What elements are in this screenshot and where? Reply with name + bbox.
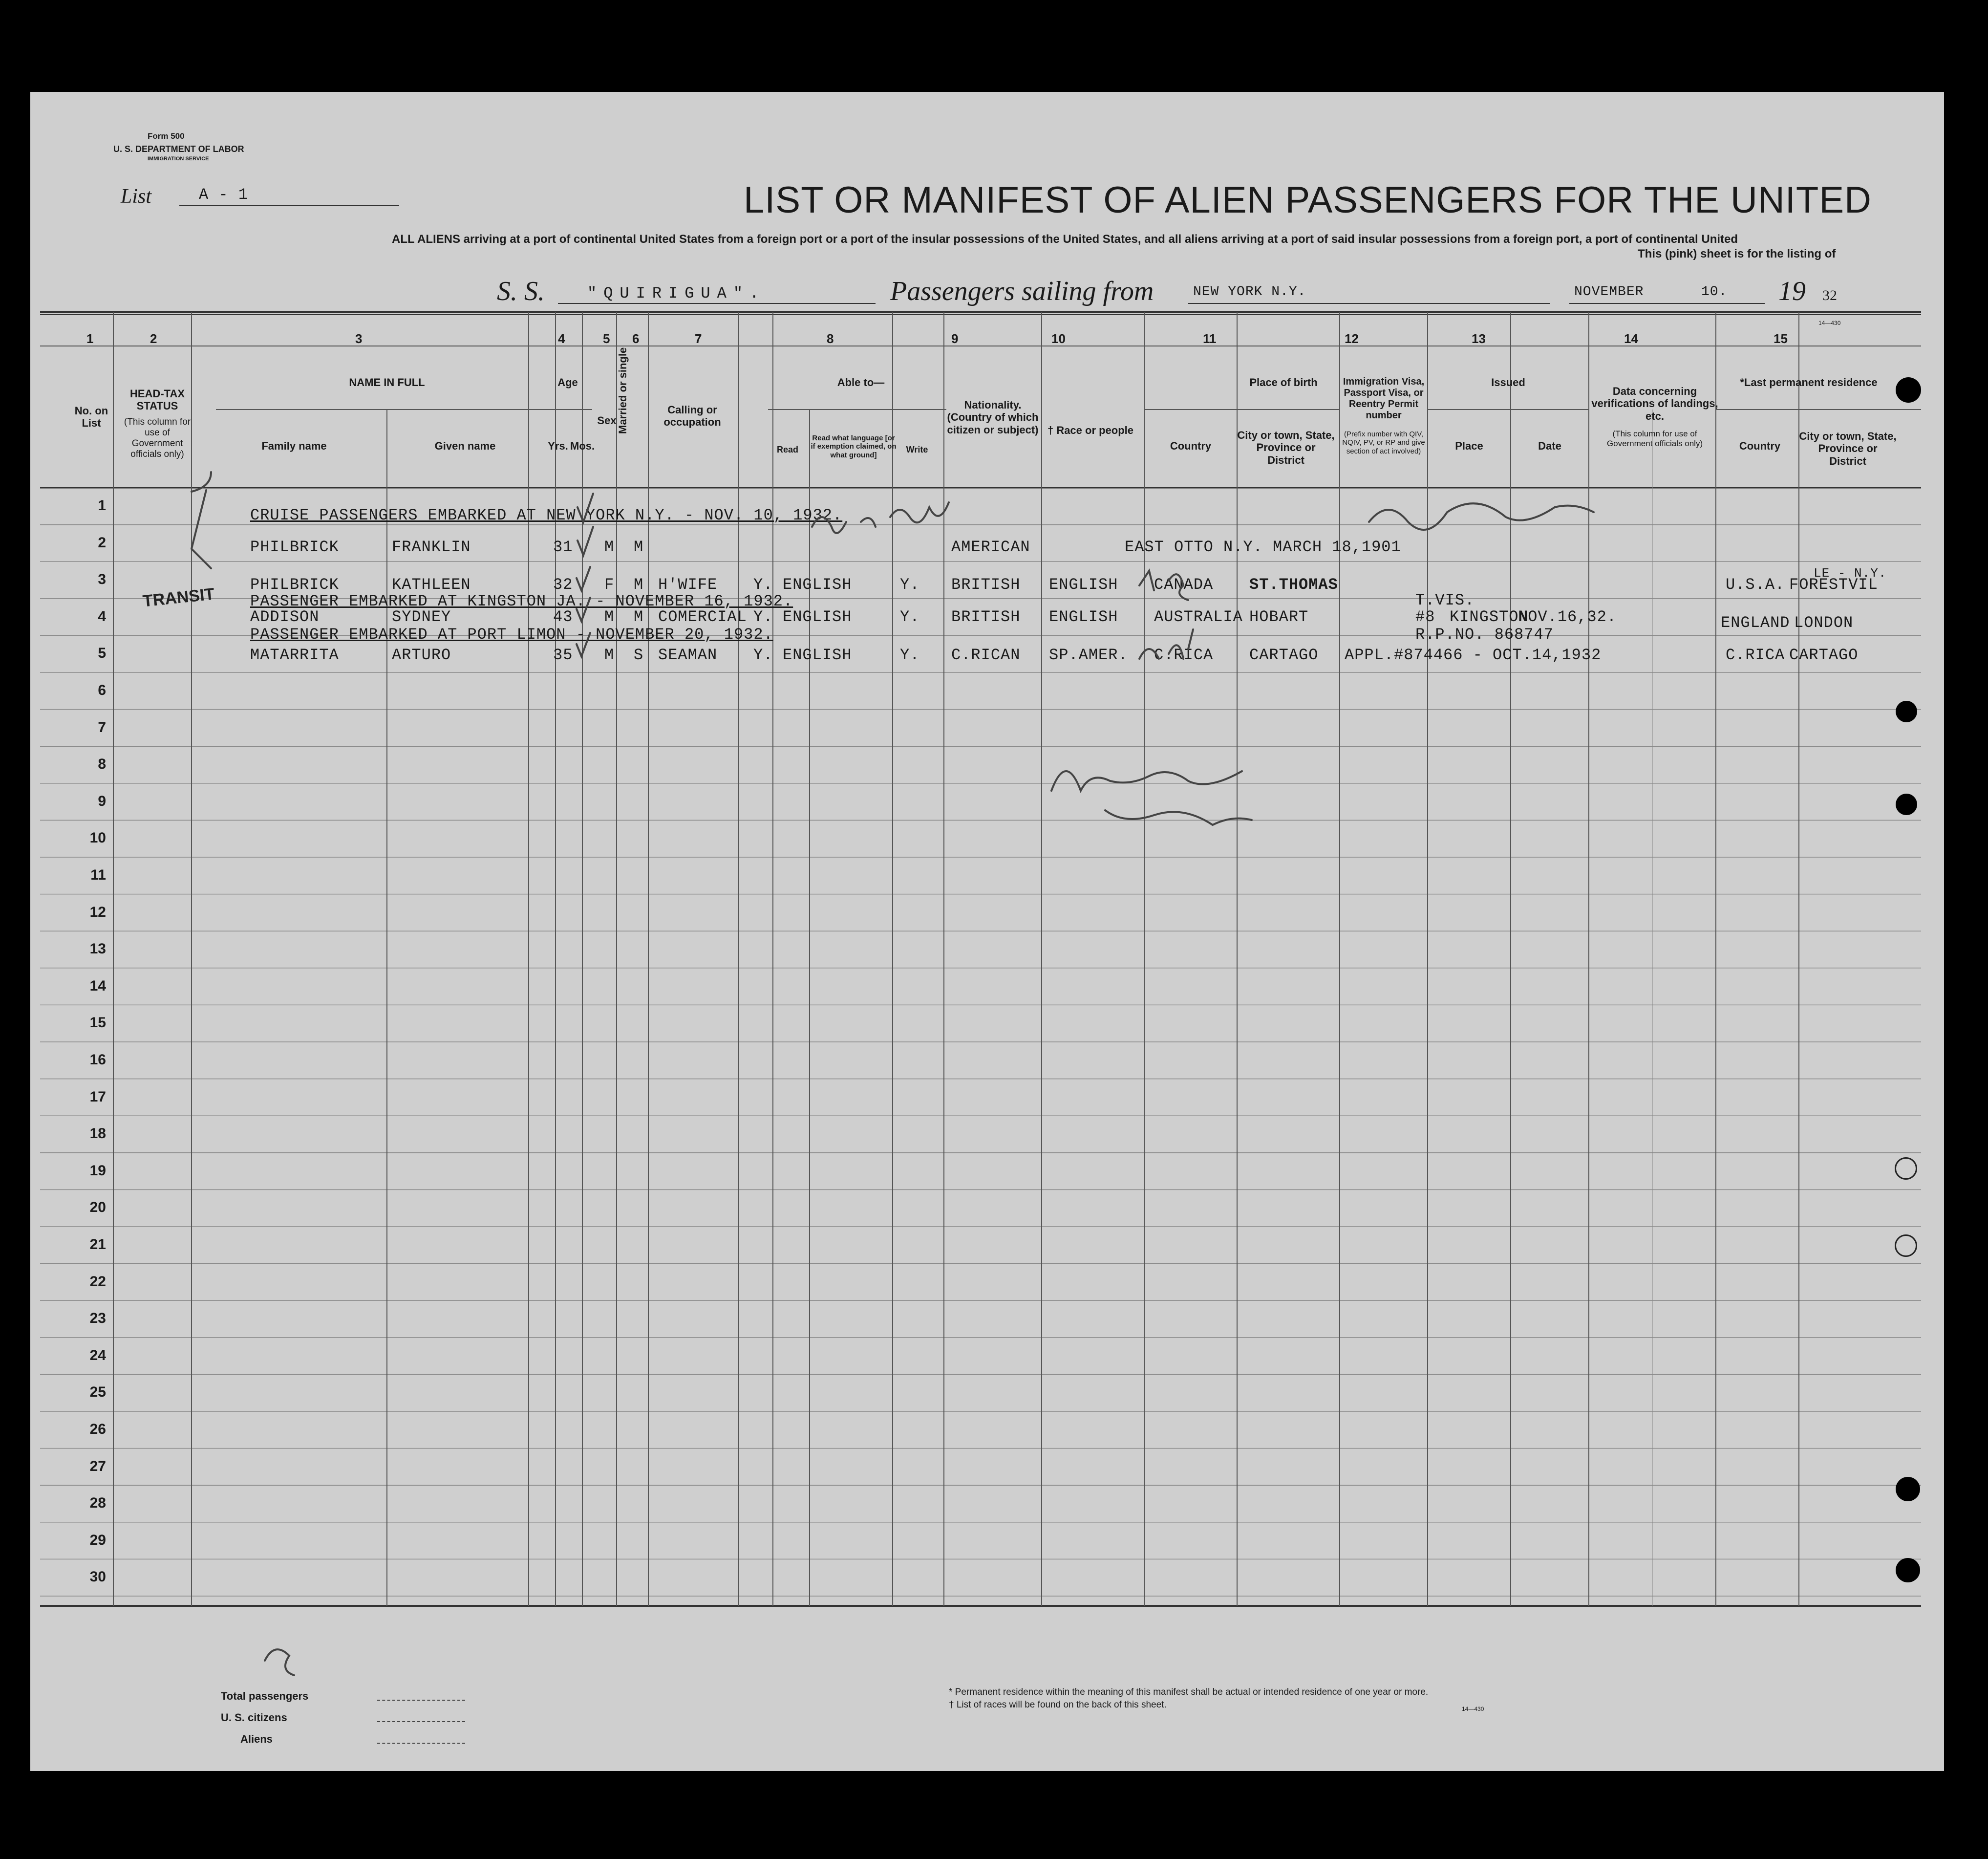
head-visa-note: (Prefix number with QIV, NQIV, PV, or RP and give section of act involved) <box>1342 430 1425 455</box>
head-read-language: Read what language [or if exemption claimed, on what ground] <box>811 434 897 459</box>
row-number: 14 <box>89 977 106 994</box>
list-label: List <box>121 185 152 208</box>
row3-place: KINGSTON <box>1450 608 1529 626</box>
row4-res-city: CARTAGO <box>1789 646 1859 664</box>
col-num-12: 12 <box>1345 331 1359 346</box>
head-date: Date <box>1538 440 1561 452</box>
row2-sex: F <box>604 576 615 594</box>
col-num-14: 14 <box>1624 331 1638 346</box>
row-number: 21 <box>89 1236 106 1253</box>
punch-hole-icon <box>1896 1558 1920 1582</box>
row-number: 27 <box>89 1458 106 1474</box>
footer-total-line <box>377 1700 465 1701</box>
punch-hole-icon <box>1896 1477 1920 1501</box>
row-number: 6 <box>98 682 106 698</box>
row-number: 12 <box>89 904 106 920</box>
row-number: 18 <box>89 1125 106 1142</box>
row4-read: Y. <box>753 646 773 664</box>
head-place: Place <box>1455 440 1483 452</box>
footer-note-2: † List of races will be found on the back of this sheet. <box>949 1700 1167 1710</box>
row-number: 9 <box>98 793 106 809</box>
row2-read: Y. <box>753 576 773 594</box>
col-num-11: 11 <box>1203 331 1217 346</box>
row1-given: FRANKLIN <box>392 538 471 556</box>
row3-occupation: COMERCIAL <box>658 608 747 626</box>
footer-total-label: Total passengers <box>221 1690 309 1702</box>
footer-aliens-line <box>377 1743 465 1744</box>
row3-read: Y. <box>753 608 773 626</box>
head-race: † Race or people <box>1047 424 1134 436</box>
head-issued: Issued <box>1491 376 1525 389</box>
row3-country: AUSTRALIA <box>1154 608 1243 626</box>
row2-family: PHILBRICK <box>250 576 339 594</box>
punch-hole-icon <box>1896 377 1921 403</box>
col-num-13: 13 <box>1472 331 1486 346</box>
head-landings: Data concerning verifications of landings, etc. <box>1591 385 1718 422</box>
row3-date: NOV.16,32. <box>1518 608 1617 626</box>
row3-race: ENGLISH <box>1049 608 1118 626</box>
row-number: 1 <box>98 497 106 514</box>
row-number: 23 <box>89 1310 106 1327</box>
head-age: Age <box>557 376 578 389</box>
head-married: Married or single <box>617 347 629 434</box>
head-write: Write <box>906 445 928 454</box>
head-nationality: Nationality. (Country of which citizen or subject) <box>947 399 1039 436</box>
row2-res-country: U.S.A. <box>1726 576 1785 594</box>
footer-us-citizens-line <box>377 1721 465 1722</box>
section-header-ny: CRUISE PASSENGERS EMBARKED AT NEW YORK N.Y. - NOV. 10, 1932. <box>250 506 843 524</box>
row-number: 24 <box>89 1347 106 1363</box>
sailing-label: Passengers sailing from <box>890 276 1154 306</box>
row4-visa: APPL.#874466 - OCT.14,1932 <box>1345 646 1602 664</box>
row4-city: CARTAGO <box>1249 646 1319 664</box>
row1-sex: M <box>604 538 615 556</box>
head-calling: Calling or occupation <box>663 404 721 429</box>
col-num-5: 5 <box>603 331 610 346</box>
head-given-name: Given name <box>434 440 496 452</box>
form-subtitle-1: ALL ALIENS arriving at a port of continental United States from a foreign port or a port of the insular possessions of the United States, and all aliens arriving at a port of said insular possessions from a foreign port, a port of continental United <box>392 233 1738 246</box>
row4-given: ARTURO <box>392 646 451 664</box>
row4-res-country: C.RICA <box>1726 646 1785 664</box>
head-city-birth: City or town, State, Province or District <box>1237 429 1335 466</box>
head-mos: Mos. <box>570 440 595 452</box>
row3-city: HOBART <box>1249 608 1309 626</box>
row2-given: KATHLEEN <box>392 576 471 594</box>
col-num-8: 8 <box>827 331 834 346</box>
footer-aliens-label: Aliens <box>240 1733 273 1745</box>
page-title: LIST OR MANIFEST OF ALIEN PASSENGERS FOR THE UNITED <box>744 179 1872 221</box>
head-head-tax-note: (This column for use of Government officials only) <box>124 417 191 459</box>
col-num-10: 10 <box>1051 331 1066 346</box>
row-number: 7 <box>98 719 106 735</box>
department-name: U. S. DEPARTMENT OF LABOR <box>113 144 244 154</box>
punch-hole-icon <box>1896 701 1917 722</box>
row3-nationality: BRITISH <box>951 608 1021 626</box>
form-code-top: 14—430 <box>1818 320 1841 326</box>
head-name-in-full: NAME IN FULL <box>349 376 425 389</box>
row1-married: M <box>634 538 644 556</box>
footer-us-citizens-label: U. S. citizens <box>221 1711 287 1724</box>
row4-country: C.RICA <box>1154 646 1214 664</box>
head-read: Read <box>776 445 798 454</box>
row4-family: MATARRITA <box>250 646 339 664</box>
row3-family: ADDISON <box>250 608 320 626</box>
head-no-on-list: No. on List <box>74 405 108 430</box>
year-suffix: 32 <box>1822 287 1837 303</box>
head-landings-note: (This column for use of Government officials only) <box>1606 429 1703 448</box>
handwritten-annotations <box>30 92 1944 1771</box>
row3-permit: R.P.NO. 868747 <box>1415 626 1554 644</box>
head-able-to: Able to— <box>837 376 885 389</box>
row-number: 10 <box>89 830 106 846</box>
head-res-city: City or town, State, Province or District <box>1799 430 1897 467</box>
row4-age: 35 <box>553 646 573 664</box>
punch-hole-icon <box>1895 1234 1917 1257</box>
row-number: 4 <box>98 608 106 625</box>
ship-name: "QUIRIGUA". <box>587 284 766 303</box>
punch-hole-icon <box>1896 794 1917 815</box>
row-number: 11 <box>90 867 106 883</box>
section-header-limon: PASSENGER EMBARKED AT PORT LIMON - NOVEMBER 20, 1932. <box>250 626 773 644</box>
punch-hole-icon <box>1895 1157 1917 1180</box>
col-num-4: 4 <box>558 331 565 346</box>
date-day: 10. <box>1701 284 1728 300</box>
head-place-of-birth: Place of birth <box>1249 376 1318 389</box>
row1-family: PHILBRICK <box>250 538 339 556</box>
list-value: A - 1 <box>199 186 249 204</box>
row-number: 5 <box>98 645 106 662</box>
row3-res-country: ENGLAND <box>1721 614 1790 632</box>
row-number: 19 <box>89 1162 106 1179</box>
row3-write: Y. <box>900 608 920 626</box>
head-country: Country <box>1170 440 1212 452</box>
row3-visa: #8 <box>1415 608 1435 626</box>
head-yrs: Yrs. <box>548 440 568 452</box>
row2-language: ENGLISH <box>783 576 852 594</box>
row-number: 28 <box>89 1495 106 1512</box>
col-num-2: 2 <box>150 331 157 346</box>
row4-language: ENGLISH <box>783 646 852 664</box>
row1-birth: EAST OTTO N.Y. MARCH 18,1901 <box>1125 538 1401 556</box>
row3-married: M <box>634 608 644 626</box>
row-number: 22 <box>89 1273 106 1290</box>
row4-married: S <box>634 646 644 664</box>
section-header-kingston: PASSENGER EMBARKED AT KINGSTON JA. - NOVEMBER 16, 1932. <box>250 592 793 610</box>
row-number: 30 <box>89 1569 106 1585</box>
row4-occupation: SEAMAN <box>658 646 718 664</box>
row1-age: 31 <box>553 538 573 556</box>
row-number: 13 <box>89 941 106 957</box>
row2-married: M <box>634 576 644 594</box>
row-number: 3 <box>98 571 106 588</box>
row3-given: SYDNEY <box>392 608 451 626</box>
col-num-1: 1 <box>86 331 94 346</box>
row3-language: ENGLISH <box>783 608 852 626</box>
row2-city: ST.THOMAS <box>1249 576 1338 594</box>
row3-sex: M <box>604 608 615 626</box>
head-sex: Sex <box>597 414 617 427</box>
row2-age: 32 <box>553 576 573 594</box>
row4-write: Y. <box>900 646 920 664</box>
col-num-9: 9 <box>951 331 959 346</box>
row2-write: Y. <box>900 576 920 594</box>
row3-res-city: LONDON <box>1794 614 1854 632</box>
col-num-6: 6 <box>632 331 640 346</box>
row-number: 29 <box>89 1532 106 1548</box>
head-family-name: Family name <box>261 440 327 452</box>
row2-visa: T.VIS. <box>1415 591 1475 609</box>
head-last-residence: *Last permanent residence <box>1740 376 1878 389</box>
row1-nationality: AMERICAN <box>951 538 1030 556</box>
col-num-3: 3 <box>355 331 363 346</box>
sailing-from: NEW YORK N.Y. <box>1193 284 1306 300</box>
form-number: Form 500 <box>148 131 185 141</box>
row2-res-extra: LE - N.Y. <box>1814 566 1887 581</box>
head-visa: Immigration Visa, Passport Visa, or Reentry Permit number <box>1343 376 1425 421</box>
date-month: NOVEMBER <box>1574 284 1644 300</box>
form-subtitle-2: This (pink) sheet is for the listing of <box>1638 247 1836 260</box>
manifest-sheet <box>30 92 1944 1771</box>
row2-country: CANADA <box>1154 576 1214 594</box>
ss-label: S. S. <box>497 276 545 306</box>
row2-occupation: H'WIFE <box>658 576 718 594</box>
row-number: 15 <box>89 1015 106 1031</box>
row4-nationality: C.RICAN <box>951 646 1021 664</box>
row-number: 20 <box>89 1199 106 1216</box>
transit-stamp: TRANSIT <box>142 584 215 611</box>
col-num-7: 7 <box>695 331 702 346</box>
row3-age: 43 <box>553 608 573 626</box>
year-prefix: 19 <box>1778 276 1806 306</box>
row4-sex: M <box>604 646 615 664</box>
row2-race: ENGLISH <box>1049 576 1118 594</box>
row-number: 25 <box>89 1384 106 1401</box>
footer-code: 14—430 <box>1462 1706 1484 1712</box>
head-head-tax: HEAD-TAX STATUS <box>129 388 185 412</box>
row2-nationality: BRITISH <box>951 576 1021 594</box>
row-number: 26 <box>89 1421 106 1437</box>
row-number: 8 <box>98 756 106 773</box>
service-name: IMMIGRATION SERVICE <box>148 156 209 162</box>
row-number: 2 <box>98 534 106 551</box>
row-number: 16 <box>89 1052 106 1068</box>
col-num-15: 15 <box>1774 331 1788 346</box>
row4-race: SP.AMER. <box>1049 646 1128 664</box>
head-res-country: Country <box>1739 440 1781 452</box>
row2-res-city: FORESTVIL <box>1789 576 1878 594</box>
row-number: 17 <box>89 1088 106 1105</box>
footer-note-1: * Permanent residence within the meaning of this manifest shall be actual or intended residence of one year or more. <box>949 1687 1429 1697</box>
